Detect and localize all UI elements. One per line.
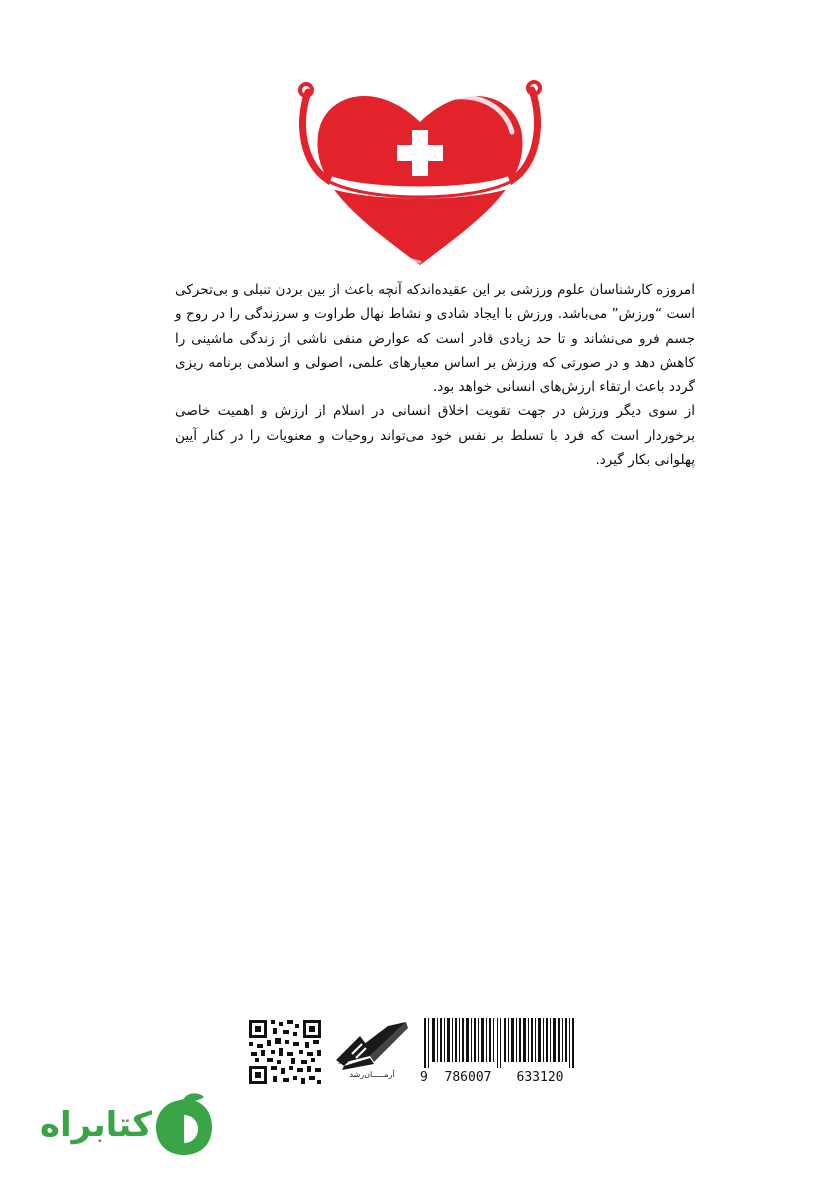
qr-code-icon: [247, 1018, 323, 1086]
site-logo-text: کتابراه: [39, 1105, 152, 1145]
site-logo: [40, 1093, 220, 1165]
paragraph-2: از سوی دیگر ورزش در جهت تقویت اخلاق انسانی در اسلام از ارزش و اهمیت خاصی برخوردار است که فرد با تسلط بر نفس خود می‌تواند روحیات و معنویات را در کنار آیین پهلوانی بکار گیرد.: [175, 403, 695, 469]
back-cover-text: [175, 278, 695, 472]
book-logo-icon: [330, 1014, 414, 1090]
isbn-first-digit: 9: [420, 1070, 428, 1085]
isbn-barcode-icon: [420, 1018, 578, 1092]
paragraph-1: امروزه کارشناسان علوم ورزشی بر این عقیده‌اندکه آنچه باعث از بین بردن تنبلی و بی‌تحرکی است “ورزش” می‌باشد. ورزش با ایجاد شادی و نشاط نهال طراوت و سرزندگی را در روح و جسم فرو می‌نشاند و تا حد زیادی قادر است که عوارض منفی ناشی از زندگی ماشینی را کاهش دهد و در صورتی که ورزش بر اساس معیارهای علمی، اصولی و اسلامی برنامه ریزی گردد باعث ارتقاء ارزش‌های انسانی خواهد بود.: [175, 282, 695, 396]
heart-stethoscope-icon: [290, 70, 550, 275]
isbn-group-2: 633120: [516, 1070, 564, 1085]
publisher-name: آرمـــــان‌رشد: [349, 1070, 395, 1079]
isbn-group-1: 786007: [444, 1070, 492, 1085]
leaf-logo-icon: [152, 1093, 216, 1161]
